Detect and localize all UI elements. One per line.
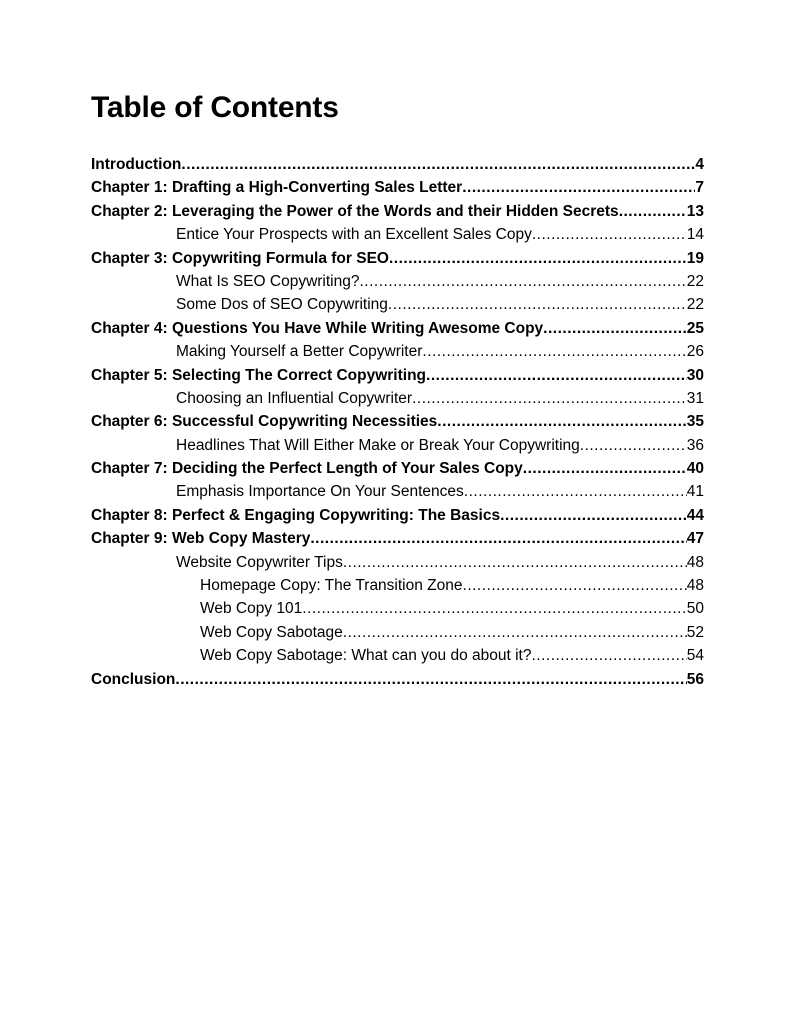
toc-dot-leader: [462, 176, 695, 199]
toc-dot-leader: [532, 223, 687, 246]
toc-entry-chapter[interactable]: [91, 153, 704, 176]
toc-entry-title: Emphasis Importance On Your Sentences: [176, 483, 464, 501]
toc-entry-section[interactable]: [91, 597, 704, 620]
toc-dot-leader: [359, 270, 686, 293]
toc-page-number: 40: [686, 460, 704, 478]
toc-page-number: 50: [686, 600, 704, 618]
toc-entry-chapter[interactable]: [91, 410, 704, 433]
toc-entry-chapter[interactable]: [91, 317, 704, 340]
toc-entry-title: Chapter 9: Web Copy Mastery: [91, 530, 311, 548]
toc-dot-leader: [580, 434, 687, 457]
toc-page-number: 35: [686, 413, 704, 431]
toc-dot-leader: [437, 410, 686, 433]
toc-entry-chapter[interactable]: [91, 668, 704, 691]
toc-entry-section[interactable]: [91, 480, 704, 503]
toc-dot-leader: [619, 200, 687, 223]
toc-dot-leader: [412, 387, 687, 410]
toc-entry-section[interactable]: [91, 574, 704, 597]
toc-page-number: 19: [686, 249, 704, 267]
toc-entry-chapter[interactable]: [91, 364, 704, 387]
toc-page-number: 41: [686, 483, 704, 501]
toc-entry-title: Chapter 7: Deciding the Perfect Length of Your Sales Copy: [91, 460, 523, 478]
toc-dot-leader: [388, 293, 687, 316]
toc-entry-section[interactable]: [91, 621, 704, 644]
table-of-contents: [91, 153, 704, 691]
toc-page-number: 13: [686, 202, 704, 220]
toc-entry-chapter[interactable]: [91, 200, 704, 223]
toc-page-number: 31: [686, 389, 704, 407]
toc-entry-section[interactable]: [91, 293, 704, 316]
toc-entry-title: Chapter 1: Drafting a High-Converting Sales Letter: [91, 179, 463, 197]
toc-page-number: 44: [686, 506, 704, 524]
toc-entry-section[interactable]: [91, 340, 704, 363]
toc-entry-title: Homepage Copy: The Transition Zone: [200, 577, 463, 595]
toc-page-number: 4: [695, 156, 704, 173]
toc-entry-title: Chapter 8: Perfect & Engaging Copywriting: The Basics: [91, 506, 501, 524]
toc-entry-title: Chapter 5: Selecting The Correct Copywriting: [91, 366, 427, 384]
toc-entry-title: Entice Your Prospects with an Excellent Sales Copy: [176, 226, 532, 244]
toc-page-number: 47: [686, 530, 704, 548]
toc-entry-title: Chapter 4: Questions You Have While Writing Awesome Copy: [91, 319, 544, 337]
toc-entry-title: Conclusion: [91, 670, 176, 688]
toc-entry-title: Web Copy 101: [200, 600, 303, 618]
toc-entry-title: Web Copy Sabotage: [200, 623, 343, 641]
toc-entry-title: Headlines That Will Either Make or Break Your Copywriting: [176, 436, 580, 454]
toc-page-number: 22: [686, 296, 704, 314]
toc-entry-title: Chapter 3: Copywriting Formula for SEO: [91, 249, 389, 267]
toc-dot-leader: [302, 597, 687, 620]
toc-entry-section[interactable]: [91, 434, 704, 457]
toc-entry-chapter[interactable]: [91, 457, 704, 480]
toc-entry-title: Website Copywriter Tips: [176, 553, 343, 571]
toc-entry-chapter[interactable]: [91, 176, 704, 199]
toc-entry-title: Introduction: [91, 156, 182, 173]
toc-dot-leader: [343, 621, 687, 644]
toc-page-number: 7: [695, 179, 704, 197]
toc-dot-leader: [389, 247, 687, 270]
toc-entry-title: Choosing an Influential Copywriter: [176, 389, 413, 407]
toc-dot-leader: [175, 668, 686, 691]
toc-page-number: 52: [686, 623, 704, 641]
toc-dot-leader: [343, 551, 687, 574]
toc-page-number: 25: [686, 319, 704, 337]
toc-dot-leader: [422, 340, 686, 363]
toc-dot-leader: [500, 504, 687, 527]
toc-entry-section[interactable]: [91, 387, 704, 410]
toc-page-number: 56: [686, 670, 704, 688]
toc-entry-title: Some Dos of SEO Copywriting: [176, 296, 388, 314]
toc-dot-leader: [543, 317, 687, 340]
toc-page-number: 30: [686, 366, 704, 384]
toc-dot-leader: [523, 457, 687, 480]
toc-entry-section[interactable]: [91, 644, 704, 667]
toc-page-number: 26: [686, 343, 704, 361]
toc-entry-title: What Is SEO Copywriting?: [176, 272, 360, 290]
toc-dot-leader: [426, 364, 687, 387]
toc-entry-section[interactable]: [91, 270, 704, 293]
toc-dot-leader: [181, 153, 695, 176]
toc-entry-section[interactable]: [91, 551, 704, 574]
toc-entry-chapter[interactable]: [91, 247, 704, 270]
page-title: Table of Contents: [91, 91, 339, 124]
toc-dot-leader: [464, 480, 687, 503]
toc-dot-leader: [310, 527, 686, 550]
toc-page-number: 48: [686, 553, 704, 571]
toc-entry-section[interactable]: [91, 223, 704, 246]
toc-entry-title: Web Copy Sabotage: What can you do about it?: [200, 647, 532, 665]
toc-page-number: 14: [686, 226, 704, 244]
toc-page-number: 54: [686, 647, 704, 665]
toc-dot-leader: [531, 644, 686, 667]
toc-entry-chapter[interactable]: [91, 504, 704, 527]
toc-page-number: 22: [686, 272, 704, 290]
toc-entry-title: Chapter 6: Successful Copywriting Necessities: [91, 413, 438, 431]
toc-page-number: 48: [686, 577, 704, 595]
toc-entry-title: Making Yourself a Better Copywriter: [176, 343, 423, 361]
toc-page-number: 36: [686, 436, 704, 454]
toc-entry-title: Chapter 2: Leveraging the Power of the Words and their Hidden Secrets: [91, 202, 619, 220]
toc-entry-chapter[interactable]: [91, 527, 704, 550]
toc-dot-leader: [463, 574, 687, 597]
